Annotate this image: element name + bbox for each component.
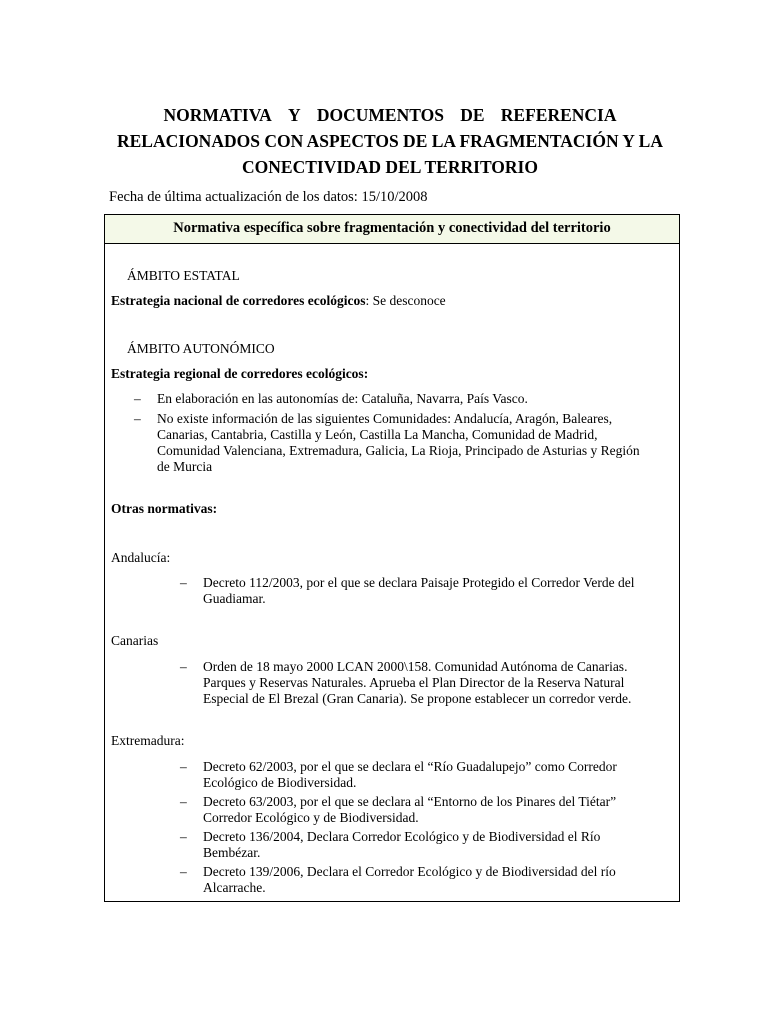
normativa-table — [104, 214, 680, 902]
bullet-dash: – — [134, 391, 141, 406]
list-item-text: Comunidad Valenciana, Extremadura, Galicia, La Rioja, Principado de Asturias y Región — [157, 443, 640, 458]
bullet-dash: – — [180, 659, 187, 674]
bullet-dash: – — [180, 575, 187, 590]
bullet-dash: – — [134, 411, 141, 426]
list-item-text: Decreto 62/2003, por el que se declara el “Río Guadalupejo” como Corredor — [203, 759, 617, 774]
document-title — [100, 102, 680, 180]
otras-heading: Otras normativas: — [111, 501, 218, 516]
list-item-text: Decreto 63/2003, por el que se declara al “Entorno de los Pinares del Tiétar” — [203, 794, 617, 809]
list-item-text: Decreto 112/2003, por el que se declara Paisaje Protegido el Corredor Verde del — [203, 575, 635, 590]
title-word: REFERENCIA — [500, 105, 617, 125]
table-header: Normativa específica sobre fragmentación y conectividad del territorio — [105, 215, 679, 244]
bullet-dash: – — [180, 864, 187, 879]
title-word: NORMATIVA — [163, 105, 272, 125]
region-label-andalucia: Andalucía: — [111, 550, 171, 565]
autonomico-label: Estrategia regional de corredores ecológicos: — [111, 366, 369, 381]
list-item-text: Canarias, Cantabria, Castilla y León, Castilla La Mancha, Comunidad de Madrid, — [157, 427, 598, 442]
bullet-dash: – — [180, 759, 187, 774]
estatal-label: Estrategia nacional de corredores ecológicos — [111, 293, 366, 308]
list-item-text: Orden de 18 mayo 2000 LCAN 2000\158. Comunidad Autónoma de Canarias. — [203, 659, 628, 674]
estatal-value: : Se desconoce — [365, 293, 446, 308]
estatal-heading: ÁMBITO ESTATAL — [127, 268, 240, 283]
bullet-dash: – — [180, 794, 187, 809]
title-word: Y — [288, 105, 301, 125]
list-item-text: de Murcia — [157, 459, 213, 474]
last-update-date: Fecha de última actualización de los datos: 15/10/2008 — [109, 189, 428, 205]
title-line-3: CONECTIVIDAD DEL TERRITORIO — [242, 157, 538, 177]
list-item-text: Guadiamar. — [203, 591, 266, 606]
list-item-text: Ecológico de Biodiversidad. — [203, 775, 357, 790]
autonomico-heading: ÁMBITO AUTONÓMICO — [127, 341, 275, 356]
list-item-text: No existe información de las siguientes Comunidades: Andalucía, Aragón, Baleares, — [157, 411, 613, 426]
list-item-text: Decreto 136/2004, Declara Corredor Ecológico y de Biodiversidad el Río — [203, 829, 601, 844]
region-label-canarias: Canarias — [111, 633, 159, 648]
list-item-text: Corredor Ecológico y de Biodiversidad. — [203, 810, 419, 825]
region-label-extremadura: Extremadura: — [111, 733, 185, 748]
list-item-text: Decreto 139/2006, Declara el Corredor Ecológico y de Biodiversidad del río — [203, 864, 616, 879]
title-line-1 — [164, 102, 617, 128]
title-word: DE — [460, 105, 485, 125]
list-item-text: Bembézar. — [203, 845, 261, 860]
title-line-2: RELACIONADOS CON ASPECTOS DE LA FRAGMENTACIÓN Y LA — [117, 131, 663, 151]
estatal-line — [111, 293, 446, 309]
list-item-text: Parques y Reservas Naturales. Aprueba el Plan Director de la Reserva Natural — [203, 675, 625, 690]
list-item-text: Alcarrache. — [203, 880, 266, 895]
title-word: DOCUMENTOS — [316, 105, 444, 125]
bullet-dash: – — [180, 829, 187, 844]
list-item-text: En elaboración en las autonomías de: Cataluña, Navarra, País Vasco. — [157, 391, 528, 406]
list-item-text: Especial de El Brezal (Gran Canaria). Se propone establecer un corredor verde. — [203, 691, 632, 706]
